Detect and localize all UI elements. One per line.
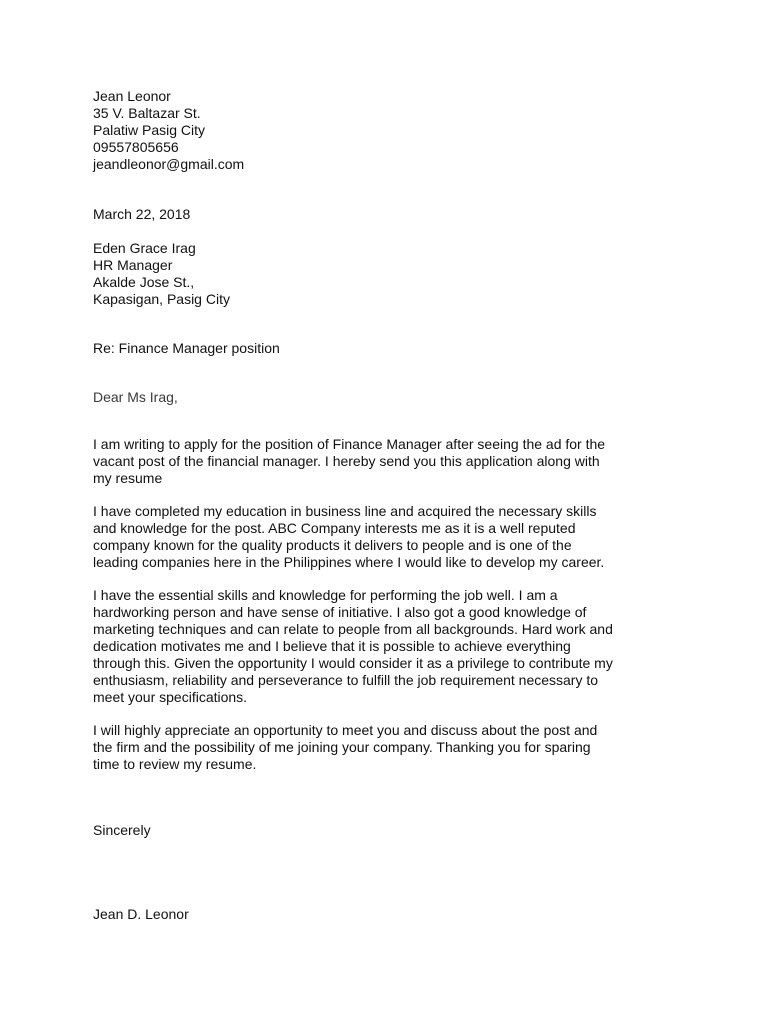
paragraph-line: and knowledge for the post. ABC Company interests me as it is a well reputed: [93, 520, 576, 536]
paragraph-line: I have completed my education in business line and acquired the necessary skills: [93, 503, 597, 519]
subject-line: Re: Finance Manager position: [93, 340, 280, 356]
letter-date: March 22, 2018: [93, 206, 191, 222]
sender-city: Palatiw Pasig City: [93, 122, 206, 138]
signature-name: Jean D. Leonor: [93, 906, 189, 922]
recipient-city: Kapasigan, Pasig City: [93, 291, 230, 307]
paragraph-line: company known for the quality products it delivers to people and is one of the: [93, 537, 572, 553]
paragraph-line: leading companies here in the Philippines where I would like to develop my career.: [93, 554, 605, 570]
recipient-street: Akalde Jose St.,: [93, 274, 195, 290]
paragraph-line: I have the essential skills and knowledge for performing the job well. I am a: [93, 587, 558, 603]
body-paragraph-4: [93, 722, 693, 773]
body-paragraph-1: [93, 436, 693, 487]
recipient-address: [93, 240, 693, 308]
paragraph-line: through this. Given the opportunity I would consider it as a privilege to contribute my: [93, 655, 613, 671]
closing: Sincerely: [93, 822, 151, 838]
paragraph-line: my resume: [93, 470, 163, 486]
salutation: Dear Ms Irag,: [93, 389, 178, 405]
sender-email: jeandleonor@gmail.com: [93, 156, 245, 172]
paragraph-line: hardworking person and have sense of initiative. I also got a good knowledge of: [93, 604, 587, 620]
body-paragraph-3: [93, 587, 693, 706]
sender-phone: 09557805656: [93, 139, 179, 155]
paragraph-line: dedication motivates me and I believe that it is possible to achieve everything: [93, 638, 571, 654]
paragraph-line: marketing techniques and can relate to people from all backgrounds. Hard work and: [93, 621, 613, 637]
sender-name: Jean Leonor: [93, 88, 171, 104]
recipient-title: HR Manager: [93, 257, 173, 273]
paragraph-line: meet your specifications.: [93, 689, 248, 705]
paragraph-line: vacant post of the financial manager. I hereby send you this application along with: [93, 453, 600, 469]
paragraph-line: time to review my resume.: [93, 756, 257, 772]
paragraph-line: I am writing to apply for the position of Finance Manager after seeing the ad for the: [93, 436, 606, 452]
paragraph-line: enthusiasm, reliability and perseverance to fulfill the job requirement necessary to: [93, 672, 599, 688]
sender-street: 35 V. Baltazar St.: [93, 105, 201, 121]
sender-address: [93, 88, 693, 173]
body-paragraph-2: [93, 503, 693, 571]
paragraph-line: the firm and the possibility of me joining your company. Thanking you for sparing: [93, 739, 591, 755]
recipient-name: Eden Grace Irag: [93, 240, 196, 256]
paragraph-line: I will highly appreciate an opportunity to meet you and discuss about the post and: [93, 722, 598, 738]
